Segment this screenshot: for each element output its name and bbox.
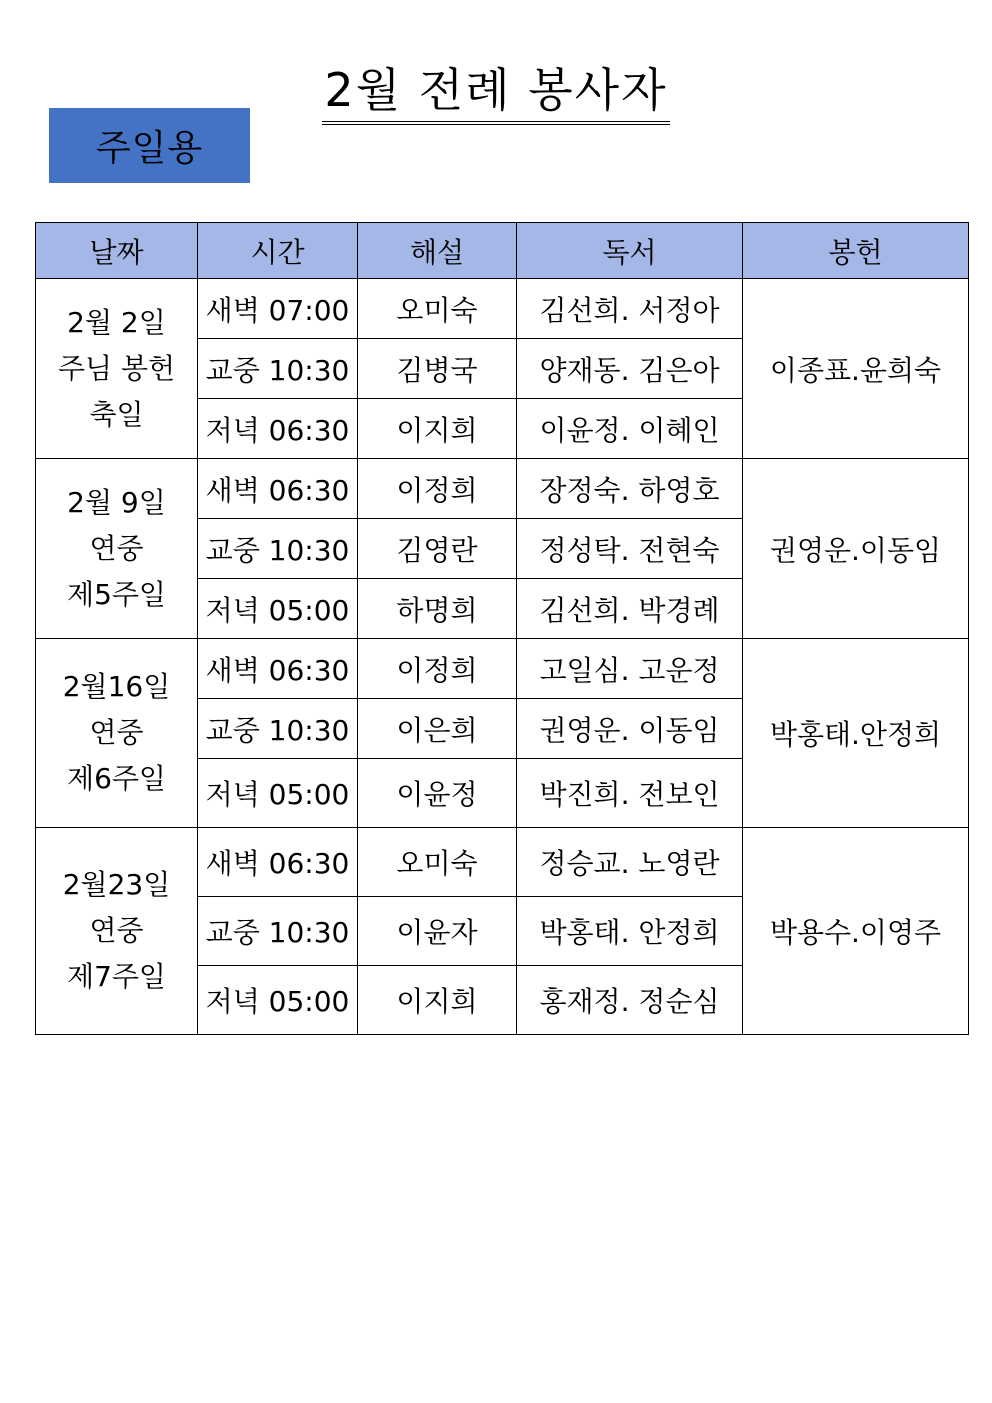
date-line: 2월23일 xyxy=(62,868,171,901)
commentary-cell: 김영란 xyxy=(358,519,517,579)
time-cell: 저녁 05:00 xyxy=(198,759,358,828)
date-line: 연중 xyxy=(89,914,144,947)
reading-cell: 김선희. 서정아 xyxy=(517,279,743,339)
header-time: 시간 xyxy=(198,223,358,279)
header-reading: 독서 xyxy=(517,223,743,279)
commentary-cell: 오미숙 xyxy=(358,279,517,339)
time-cell: 교중 10:30 xyxy=(198,699,358,759)
date-line: 2월 2일 xyxy=(67,305,166,339)
commentary-cell: 이은희 xyxy=(358,699,517,759)
commentary-cell: 이지희 xyxy=(358,966,517,1035)
reading-cell: 양재동. 김은아 xyxy=(517,339,743,399)
reading-cell: 박진희. 전보인 xyxy=(517,759,743,828)
date-cell xyxy=(36,828,198,1035)
time-cell: 교중 10:30 xyxy=(198,897,358,966)
date-line: 제5주일 xyxy=(67,577,166,611)
offering-cell: 권영운.이동임 xyxy=(743,459,969,639)
reading-cell: 박홍태. 안정희 xyxy=(517,897,743,966)
date-cell xyxy=(36,279,198,459)
reading-cell: 김선희. 박경례 xyxy=(517,579,743,639)
date-cell xyxy=(36,639,198,828)
page-title-text: 2월 전례 봉사자 xyxy=(322,62,669,125)
header-offering: 봉헌 xyxy=(743,223,969,279)
commentary-cell: 이윤정 xyxy=(358,759,517,828)
commentary-cell: 이지희 xyxy=(358,399,517,459)
reading-cell: 권영운. 이동임 xyxy=(517,699,743,759)
table-row xyxy=(36,279,969,339)
offering-cell: 박홍태.안정희 xyxy=(743,639,969,828)
commentary-cell: 오미숙 xyxy=(358,828,517,897)
date-line: 2월16일 xyxy=(62,670,171,703)
reading-cell: 고일심. 고운정 xyxy=(517,639,743,699)
date-line: 2월 9일 xyxy=(67,485,166,519)
reading-cell: 홍재정. 정순심 xyxy=(517,966,743,1035)
time-cell: 저녁 06:30 xyxy=(198,399,358,459)
commentary-cell: 김병국 xyxy=(358,339,517,399)
table-row xyxy=(36,639,969,699)
time-cell: 새벽 06:30 xyxy=(198,828,358,897)
time-cell: 교중 10:30 xyxy=(198,339,358,399)
commentary-cell: 이정희 xyxy=(358,459,517,519)
header-date: 날짜 xyxy=(36,223,198,279)
sunday-badge: 주일용 xyxy=(49,108,250,183)
time-cell: 새벽 07:00 xyxy=(198,279,358,339)
date-line: 축일 xyxy=(89,397,144,431)
time-cell: 새벽 06:30 xyxy=(198,459,358,519)
reading-cell: 정승교. 노영란 xyxy=(517,828,743,897)
time-cell: 새벽 06:30 xyxy=(198,639,358,699)
time-cell: 저녁 05:00 xyxy=(198,579,358,639)
offering-cell: 이종표.윤희숙 xyxy=(743,279,969,459)
reading-cell: 장정숙. 하영호 xyxy=(517,459,743,519)
table-row xyxy=(36,459,969,519)
date-line: 연중 xyxy=(89,716,144,749)
server-schedule-table xyxy=(35,222,969,1035)
date-line: 주님 봉헌 xyxy=(57,351,176,385)
date-line: 제7주일 xyxy=(67,960,166,993)
date-line: 연중 xyxy=(89,531,144,565)
time-cell: 교중 10:30 xyxy=(198,519,358,579)
header-commentary: 해설 xyxy=(358,223,517,279)
commentary-cell: 하명희 xyxy=(358,579,517,639)
header-row xyxy=(36,223,969,279)
offering-cell: 박용수.이영주 xyxy=(743,828,969,1035)
reading-cell: 이윤정. 이혜인 xyxy=(517,399,743,459)
date-line: 제6주일 xyxy=(67,762,166,795)
reading-cell: 정성탁. 전현숙 xyxy=(517,519,743,579)
commentary-cell: 이정희 xyxy=(358,639,517,699)
commentary-cell: 이윤자 xyxy=(358,897,517,966)
date-cell xyxy=(36,459,198,639)
table-row xyxy=(36,828,969,897)
time-cell: 저녁 05:00 xyxy=(198,966,358,1035)
